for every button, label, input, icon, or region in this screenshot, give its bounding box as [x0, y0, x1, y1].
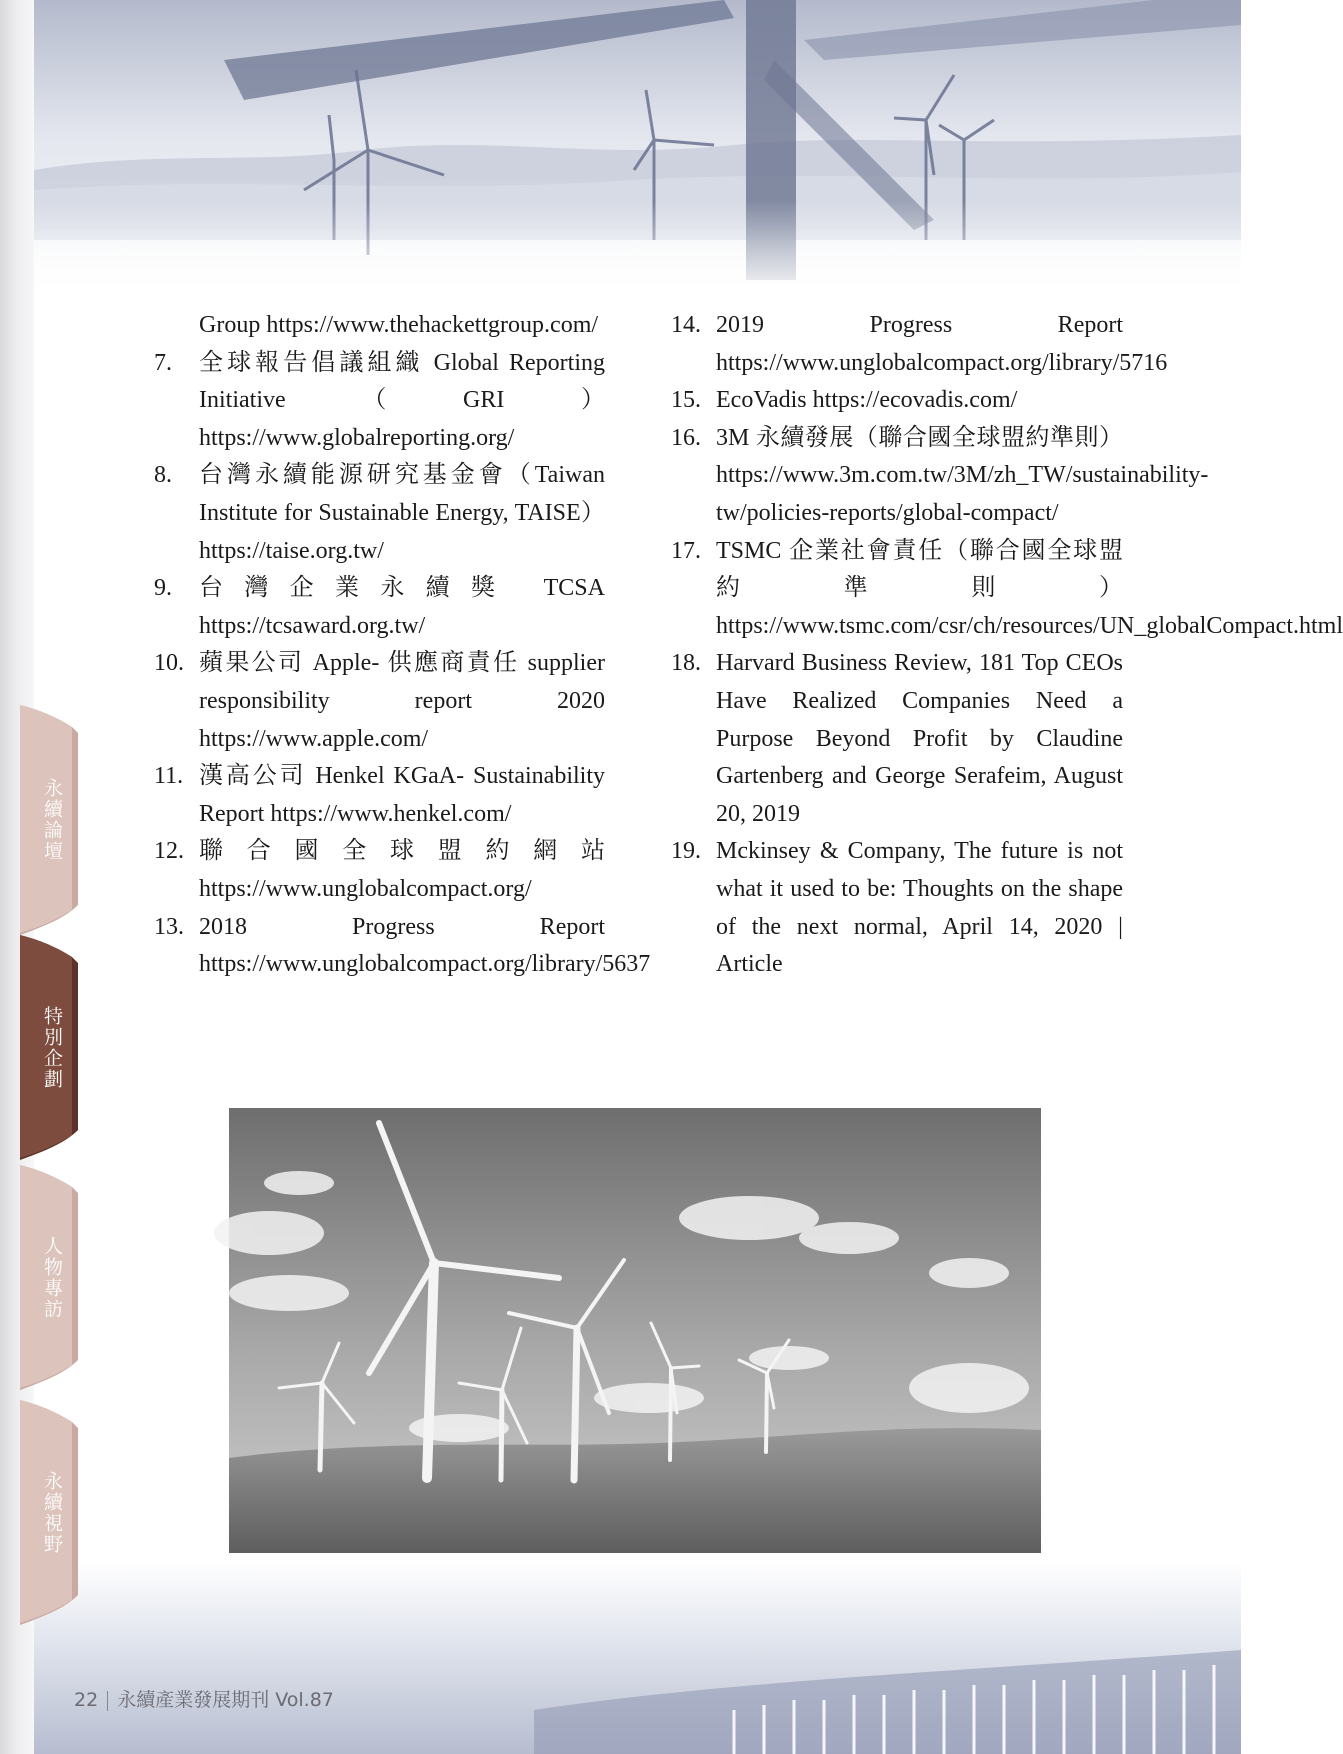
reference-number: 7. — [154, 349, 172, 376]
reference-text: 3M 永續發展（聯合國全球盟約準則）https://www.3m.com.tw/3M/zh_TW/sustainability-tw/policies-reports/global-compact/ — [716, 424, 1209, 526]
reference-number: 19. — [671, 838, 701, 865]
tab-label — [38, 705, 66, 935]
reference-item — [154, 909, 651, 984]
reference-item — [671, 645, 1123, 833]
tab-label-text: 特別企劃 — [41, 1005, 63, 1090]
tab-label — [38, 935, 66, 1160]
reference-number: 15. — [671, 387, 701, 414]
reference-text: 全球報告倡議組織 Global Reporting Initiative（GRI）https://www.globalreporting.org/ — [199, 349, 605, 451]
reference-text: Mckinsey & Company, The future is not what it used to be: Thoughts on the shape of the next normal, April 14, 2020 | Article — [716, 838, 1123, 978]
section-tab-sustainability-forum[interactable] — [20, 705, 78, 935]
reference-item — [160, 307, 605, 345]
reference-item — [154, 345, 605, 458]
section-tab-sustainability-vision[interactable] — [20, 1400, 78, 1625]
reference-text: 台灣企業永續獎 TCSA https://tcsaward.org.tw/ — [199, 575, 605, 639]
references-left-column — [154, 307, 651, 984]
reference-text: Harvard Business Review, 181 Top CEOs Have Realized Companies Need a Purpose Beyond Profit by Claudine Gartenberg and George Serafeim, August 20, 2019 — [716, 650, 1123, 827]
references-right-column — [671, 307, 1343, 984]
reference-item — [154, 645, 605, 758]
reference-number: 11. — [154, 763, 184, 790]
tab-label-text: 人物專訪 — [41, 1235, 63, 1320]
publication-title: 永續產業發展期刊 Vol.87 — [117, 1689, 334, 1711]
section-tab-special-feature[interactable] — [20, 935, 78, 1160]
reference-number: 18. — [671, 650, 701, 677]
footer-divider — [107, 1691, 108, 1711]
reference-text: 聯合國全球盟約網站 https://www.unglobalcompact.org/ — [199, 838, 605, 902]
reference-number: 8. — [154, 462, 172, 489]
reference-number: 13. — [154, 913, 184, 940]
reference-text: 2019 Progress Report https://www.unglobalcompact.org/library/5716 — [716, 312, 1168, 376]
reference-text: EcoVadis https://ecovadis.com/ — [716, 387, 1018, 414]
reference-number: 10. — [154, 650, 184, 677]
reference-item — [154, 457, 605, 570]
reference-text: 蘋果公司 Apple- 供應商責任 supplier responsibility report 2020 https://www.apple.com/ — [199, 650, 605, 752]
reference-text: 台灣永續能源研究基金會（Taiwan Institute for Sustainable Energy, TAISE） https://taise.org.tw/ — [199, 462, 605, 564]
tab-label-text: 永續視野 — [41, 1470, 63, 1555]
reference-text: 漢高公司 Henkel KGaA- Sustainability Report https://www.henkel.com/ — [199, 763, 605, 827]
section-tab-interview[interactable] — [20, 1165, 78, 1390]
reference-item — [671, 420, 1209, 533]
tab-label — [38, 1400, 66, 1625]
page-number: 22 — [74, 1689, 99, 1711]
reference-item — [671, 307, 1168, 382]
reference-text: 2018 Progress Report https://www.unglobalcompact.org/library/5637 — [199, 913, 651, 978]
reference-item — [671, 833, 1123, 983]
tab-label — [38, 1165, 66, 1390]
wind-turbine-photo — [229, 1108, 1041, 1553]
reference-item — [154, 570, 605, 645]
reference-item — [671, 382, 1123, 420]
reference-number: 17. — [671, 537, 701, 564]
reference-text: Group https://www.thehackettgroup.com/ — [199, 312, 599, 338]
tab-label-text: 永續論壇 — [41, 778, 63, 862]
reference-number: 12. — [154, 838, 184, 865]
bottom-banner-image — [34, 1560, 1241, 1754]
reference-number: 14. — [671, 312, 701, 338]
reference-number: 9. — [154, 575, 172, 602]
reference-text: TSMC 企業社會責任（聯合國全球盟約準則）https://www.tsmc.com/csr/ch/resources/UN_globalCompact.html — [716, 537, 1343, 639]
reference-item — [154, 833, 605, 908]
top-banner-image — [34, 0, 1241, 300]
page-footer — [74, 1685, 334, 1712]
reference-item — [671, 533, 1343, 646]
reference-number: 16. — [671, 424, 701, 451]
reference-item — [154, 758, 605, 833]
